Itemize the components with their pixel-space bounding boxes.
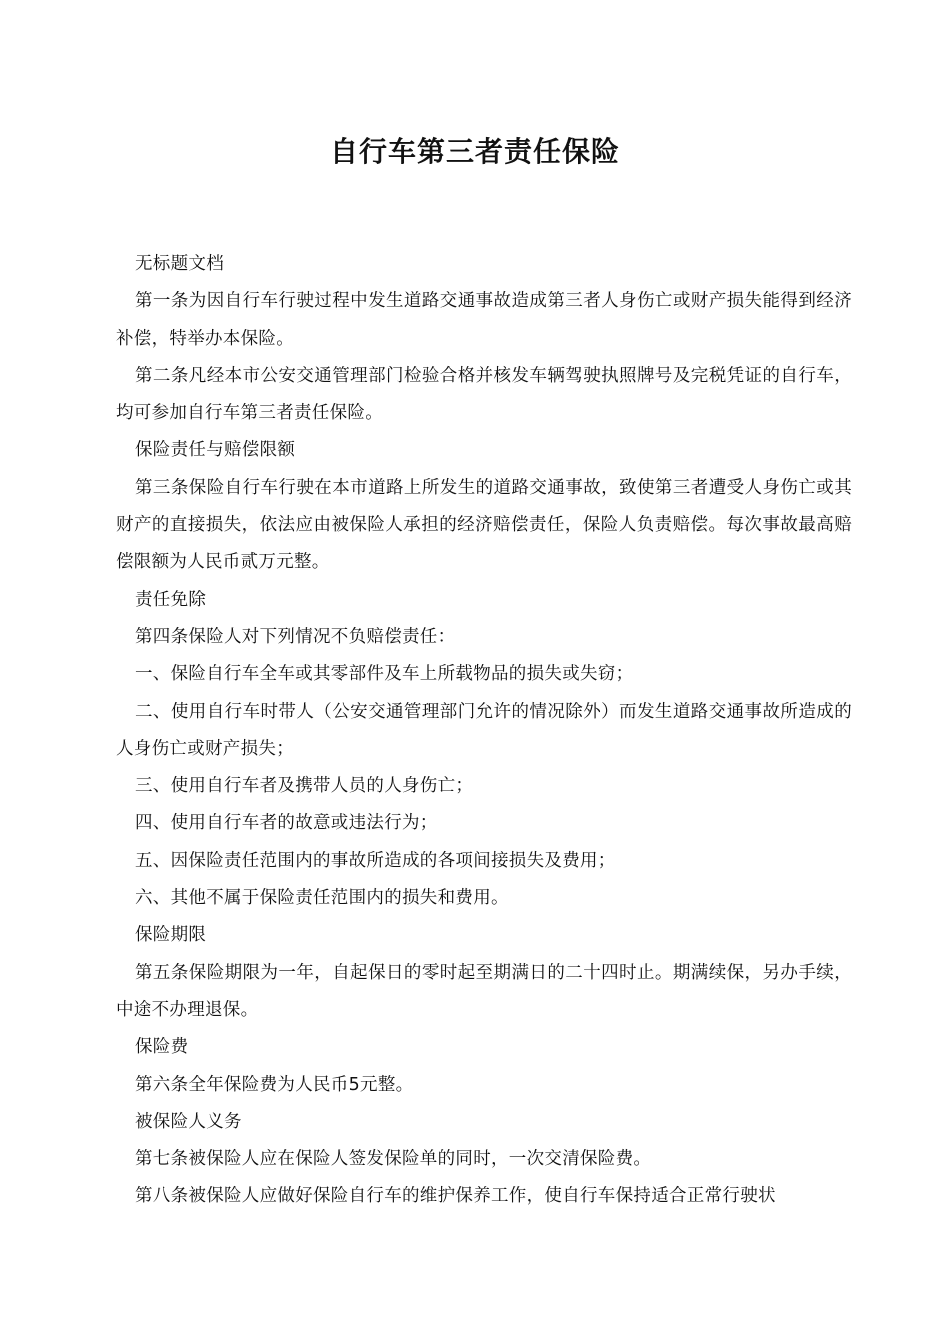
article-1: 第一条为因自行车行驶过程中发生道路交通事故造成第三者人身伤亡或财产损失能得到经济补偿，特举办本保险。 <box>116 291 852 349</box>
section-heading-period: 保险期限 <box>135 925 207 946</box>
article-4: 第四条保险人对下列情况不负赔偿责任： <box>135 626 456 647</box>
article-5: 第五条保险期限为一年，自起保日的零时起至期满日的二十四时止。期满续保，另办手续，中途不办理退保。 <box>116 962 852 1020</box>
article-7: 第七条被保险人应在保险人签发保险单的同时，一次交清保险费。 <box>135 1149 652 1170</box>
exclusion-item: 一、保险自行车全车或其零部件及车上所载物品的损失或失窃； <box>135 664 634 685</box>
section-heading-exclusions: 责任免除 <box>135 589 207 610</box>
article-3: 第三条保险自行车行驶在本市道路上所发生的道路交通事故，致使第三者遭受人身伤亡或其财产的直接损失，依法应由被保险人承担的经济赔偿责任，保险人负责赔偿。每次事故最高赔偿限额为人民币贰万元整。 <box>116 477 852 573</box>
exclusion-item: 六、其他不属于保险责任范围内的损失和费用。 <box>135 888 509 909</box>
exclusion-item: 四、使用自行车者的故意或违法行为； <box>135 813 438 834</box>
article-8: 第八条被保险人应做好保险自行车的维护保养工作，使自行车保持适合正常行驶状 <box>135 1186 776 1207</box>
document-subtitle: 无标题文档 <box>135 254 224 274</box>
section-heading-premium: 保险费 <box>135 1037 189 1058</box>
exclusion-item: 五、因保险责任范围内的事故所造成的各项间接损失及费用； <box>135 850 616 871</box>
document-body <box>116 246 852 1216</box>
document-title: 自行车第三者责任保险 <box>329 135 620 168</box>
section-heading-obligations: 被保险人义务 <box>135 1111 242 1132</box>
article-6: 第六条全年保险费为人民币5元整。 <box>135 1074 414 1095</box>
article-2: 第二条凡经本市公安交通管理部门检验合格并核发车辆驾驶执照牌号及完税凭证的自行车，均可参加自行车第三者责任保险。 <box>116 365 852 424</box>
section-heading-liability: 保险责任与赔偿限额 <box>135 440 296 461</box>
exclusion-item: 三、使用自行车者及携带人员的人身伤亡； <box>135 776 474 797</box>
exclusion-item: 二、使用自行车时带人（公安交通管理部门允许的情况除外）而发生道路交通事故所造成的人身伤亡或财产损失； <box>116 701 852 759</box>
